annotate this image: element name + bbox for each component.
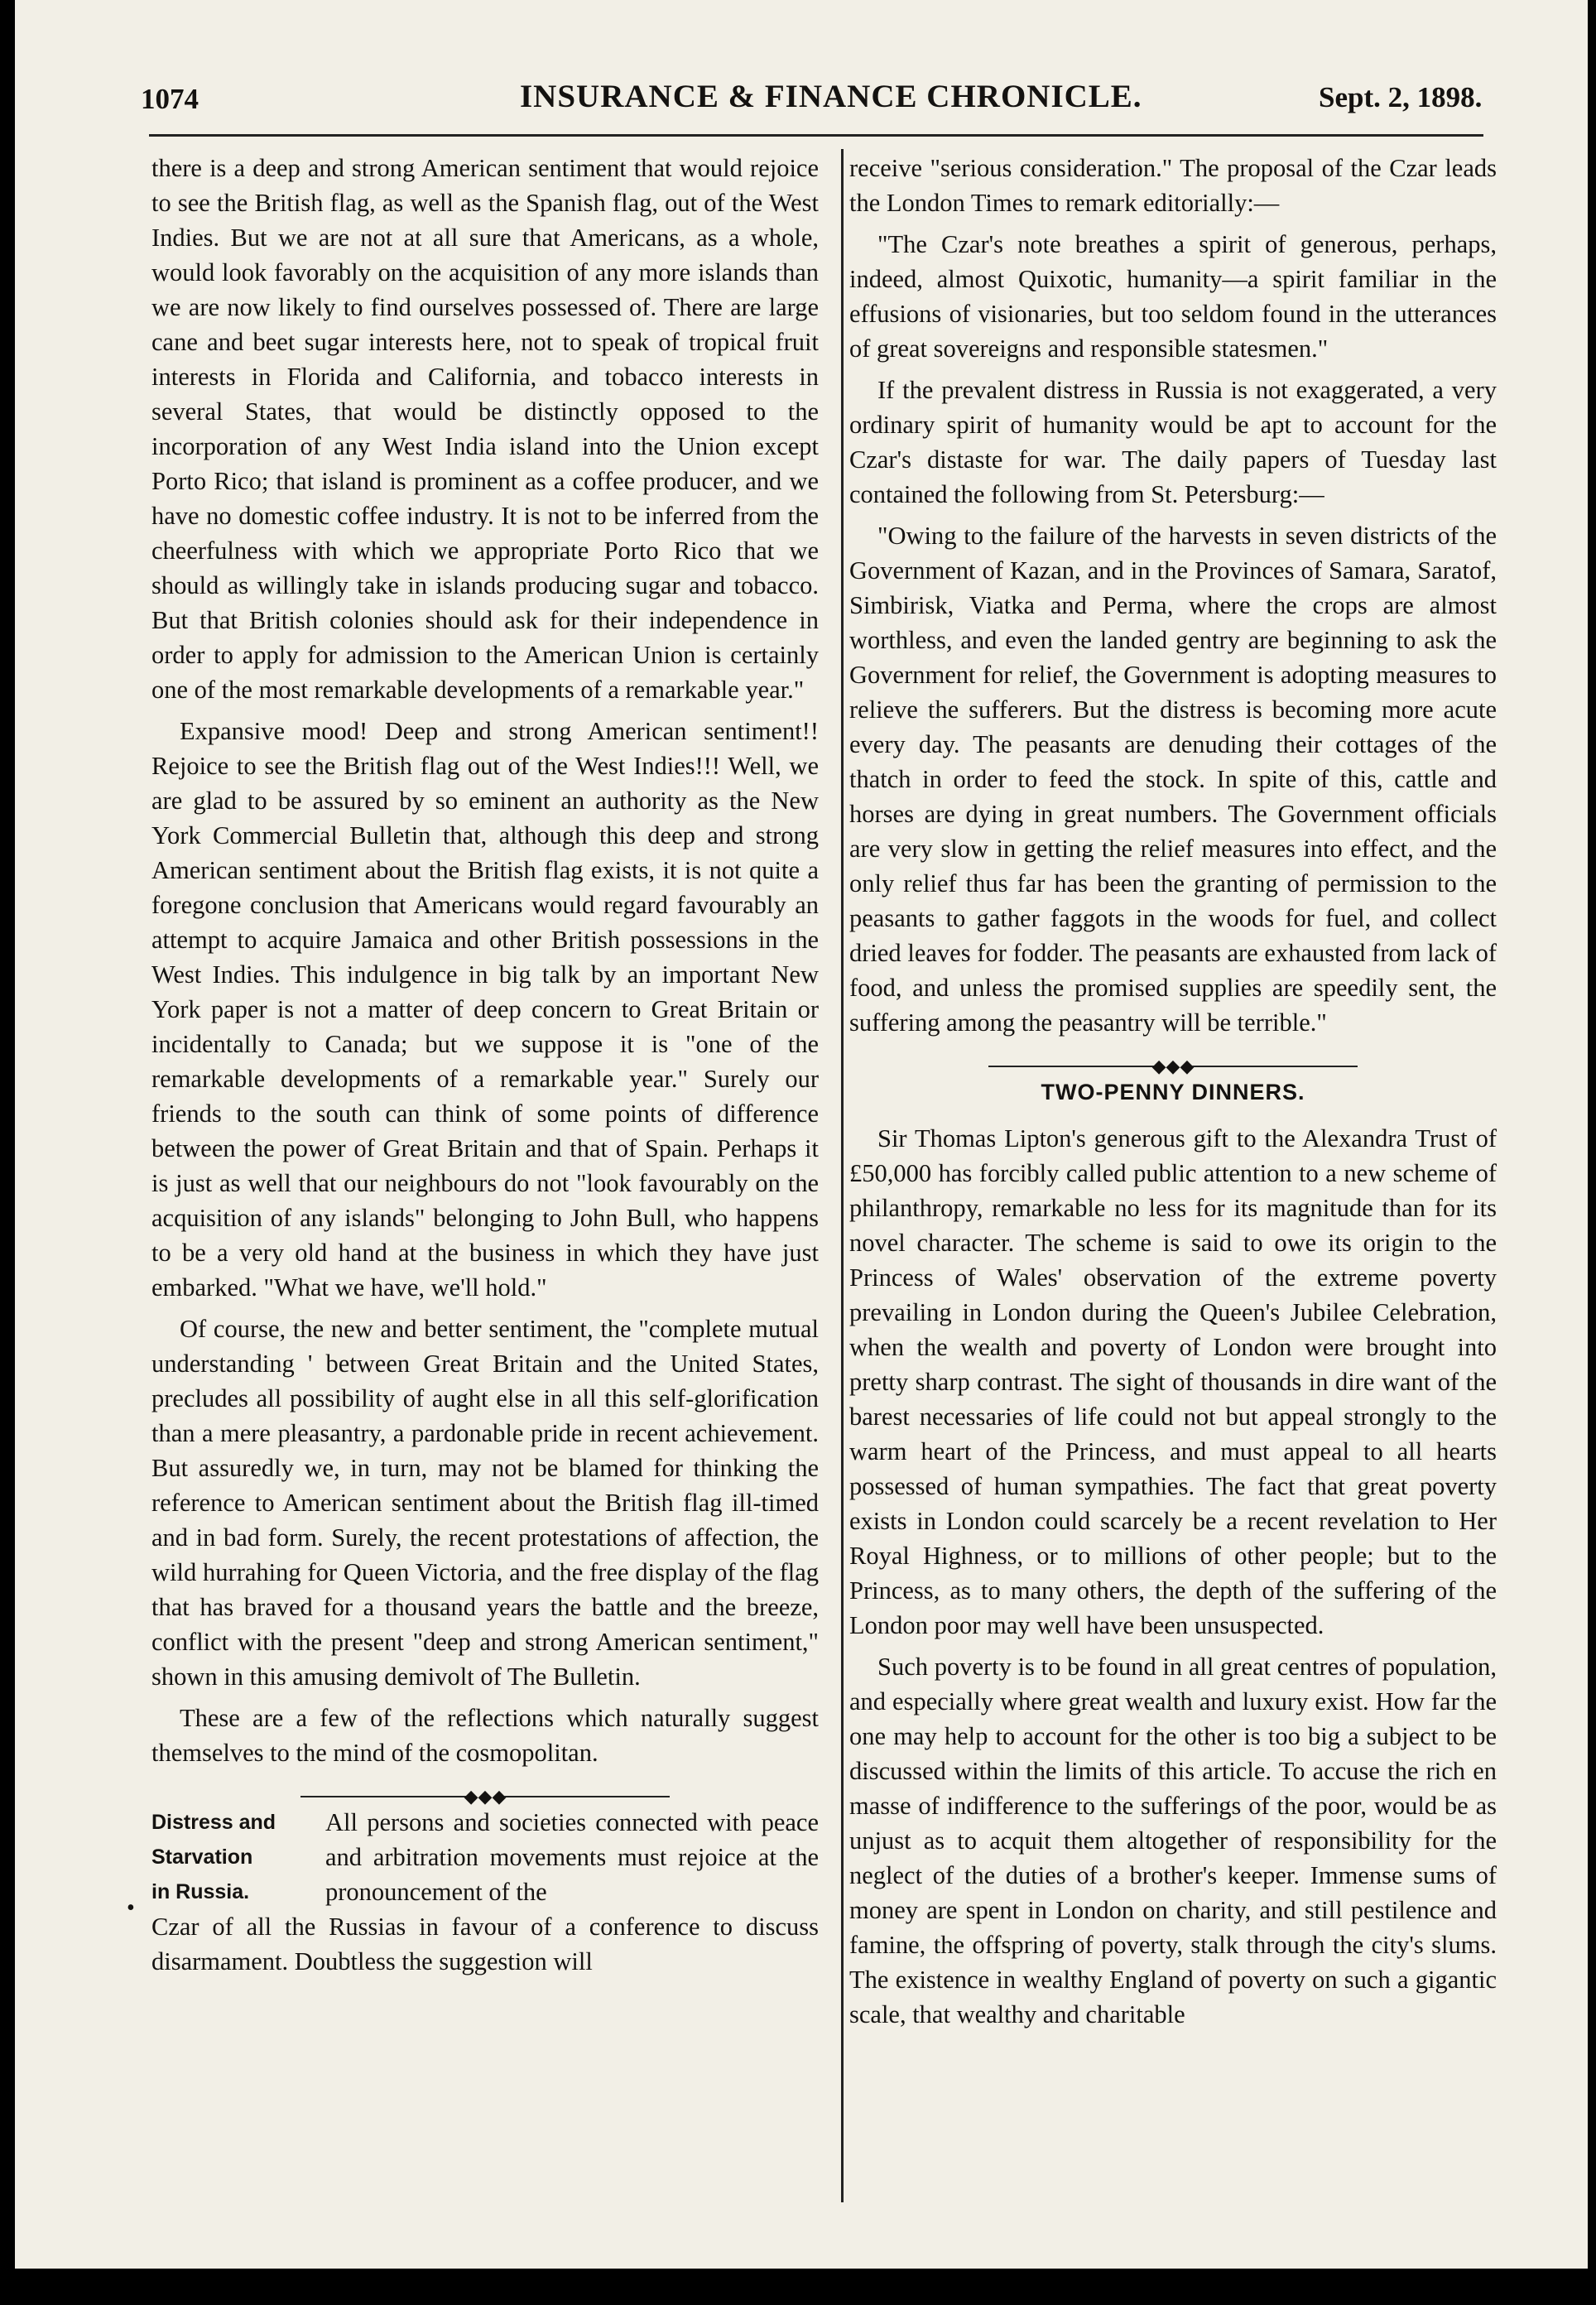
side-heading-line: Starvation xyxy=(151,1845,253,1869)
left-column xyxy=(127,151,819,1979)
side-heading xyxy=(151,1805,317,1909)
ornamental-divider: ◆◆◆ xyxy=(849,1047,1497,1066)
right-paragraph: "The Czar's note breathes a spirit of generous, perhaps, indeed, almost Quixotic, humanity—a spirit familiar in the effusions of visionaries, but too seldom found in the utterances of great sovereigns and responsible statesmen." xyxy=(849,230,1497,363)
left-paragraph: Expansive mood! Deep and strong American sentiment!! Rejoice to see the British flag out of the West Indies!!! Well, we are glad to be assured by so eminent an authority as the New York Commercial Bulletin that, although this deep and strong American sentiment about the British flag exists, it is not quite a foregone conclusion that Americans would regard favourably an attempt to acquire Jamaica and other British possessions in the West Indies. This indulgence in big talk by an important New York paper is not a matter of deep concern to Great Britain or incidentally to Canada; but we suppose it is "one of the remarkable developments of a remarkable year." Surely our friends to the south can think of some points of difference between the power of Great Britain and that of Spain. Perhaps it is just as well that our neighbours do not "look favourably on the acquisition of any islands" belonging to John Bull, who happens to be a very old hand at the business in which they have just embarked. "What we have, we'll hold." xyxy=(151,717,819,1302)
side-heading-text: All persons and societies connected with peace and arbitration movements must rejoice at the pronouncement of the xyxy=(325,1808,819,1906)
side-heading-line: in Russia. xyxy=(151,1880,250,1903)
issue-date: Sept. 2, 1898. xyxy=(1319,81,1483,113)
ornamental-divider: ◆◆◆ xyxy=(151,1777,819,1797)
page-number: 1074 xyxy=(141,83,199,115)
left-paragraph: there is a deep and strong American sentiment that would rejoice to see the British flag, as well as the Spanish flag, out of the West Indies. But we are not at all sure that Americans, as a whole, would look favorably on the acquisition of any more islands than we are now likely to find ourselves possessed of. There are large cane and beet sugar interests here, not to speak of tropical fruit interests in Florida and California, and tobacco interests in several States, that would be distinctly opposed to the incorporation of any West India island into the Union except Porto Rico; that island is prominent as a coffee producer, and we have no domestic coffee industry. It is not to be inferred from the cheerfulness with which we appropriate Porto Rico that we should as willingly take in islands producing sugar and tobacco. But that British colonies should ask for their independence in order to apply for admission to the American Union is certainly one of the most remarkable developments of a remarkable year." xyxy=(151,154,819,704)
side-heading-line: Distress and xyxy=(151,1811,276,1834)
bullet-mark: • xyxy=(127,1895,135,1921)
side-heading-continuation: Czar of all the Russias in favour of a conference to discuss disarmament. Doubtless the suggestion will xyxy=(151,1913,819,1975)
publication-title: INSURANCE & FINANCE CHRONICLE. xyxy=(520,79,1142,114)
left-paragraph: Of course, the new and better sentiment, the "complete mutual understanding ' between Great Britain and the United States, precludes all possibility of aught else in all this self-glorification than a mere pleasantry, a pardonable pride in recent achievement. But assuredly we, in turn, may not be blamed for thinking the reference to American sentiment about the British flag ill-timed and in bad form. Surely, the recent protestations of affection, the wild hurrahing for Queen Victoria, and the free display of the flag that has braved for a thousand years the battle and the breeze, conflict with the present "deep and strong American sentiment," shown in this amusing demivolt of The Bulletin. xyxy=(151,1315,819,1691)
right-column xyxy=(849,151,1497,2038)
right-paragraph: "Owing to the failure of the harvests in seven districts of the Government of Kazan, and in the Provinces of Samara, Saratof, Simbirisk, Viatka and Perma, where the crops are almost worthless, and even the landed gentry are beginning to ask the Government for relief, the Government is adopting measures to relieve the sufferers. But the distress is becoming more acute every day. The peasants are denuding their cottages of the thatch in order to feed the stock. In spite of this, cattle and horses are dying in great numbers. The Government officials are very slow in getting the relief measures into effect, and the only relief thus far has been the granting of permission to the peasants to gather faggots in the woods for fuel, and collect dried leaves for fodder. The peasants are exhausted from lack of food, and unless the promised supplies are speedily sent, the suffering among the peasantry will be terrible." xyxy=(849,522,1497,1037)
column-rule xyxy=(841,149,844,2202)
right-paragraph: Sir Thomas Lipton's generous gift to the Alexandra Trust of £50,000 has forcibly called public attention to a new scheme of philanthropy, remarkable no less for its magnitude than for its novel character. The scheme is said to owe its origin to the Princess of Wales' observation of the extreme poverty prevailing in London during the Queen's Jubilee Celebration, when the wealth and poverty of London were brought into pretty sharp contrast. The sight of thousands in dire want of the barest necessaries of life could not but appeal strongly to the warm heart of the Princess, and must appeal to all hearts possessed of human sympathies. The fact that great poverty exists in London could scarcely be a recent revelation to Her Royal Highness, or to millions of other people; but to the Princess, as to many others, the depth of the suffering of the London poor may well have been unsuspected. xyxy=(849,1124,1497,1639)
right-paragraph: Such poverty is to be found in all great centres of population, and especially where great wealth and luxury exist. How far the one may help to account for the other is too big a subject to be discussed within the limits of this article. To accuse the rich en masse of indifference to the sufferings of the poor, would be as unjust as to acquit them altogether of responsibility for the neglect of the duties of a brother's keeper. Immense sums of money are spent in London on charity, and still pestilence and famine, the offspring of poverty, stalk through the city's slums. The existence in wealthy England of poverty on such a gigantic scale, that wealthy and charitable xyxy=(849,1653,1497,2028)
left-paragraph: These are a few of the reflections which naturally suggest themselves to the mind of the cosmopolitan. xyxy=(151,1704,819,1767)
right-paragraph: receive "serious consideration." The proposal of the Czar leads the London Times to remark editorially:— xyxy=(849,154,1497,217)
newspaper-page xyxy=(15,0,1588,2269)
section-title: TWO-PENNY DINNERS. xyxy=(1041,1080,1305,1104)
header-rule xyxy=(149,134,1483,137)
right-paragraph: If the prevalent distress in Russia is not exaggerated, a very ordinary spirit of humanity would be apt to account for the Czar's distaste for war. The daily papers of Tuesday last contained the following from St. Petersburg:— xyxy=(849,376,1497,508)
russia-section xyxy=(127,1805,819,1979)
page-header xyxy=(15,76,1588,134)
